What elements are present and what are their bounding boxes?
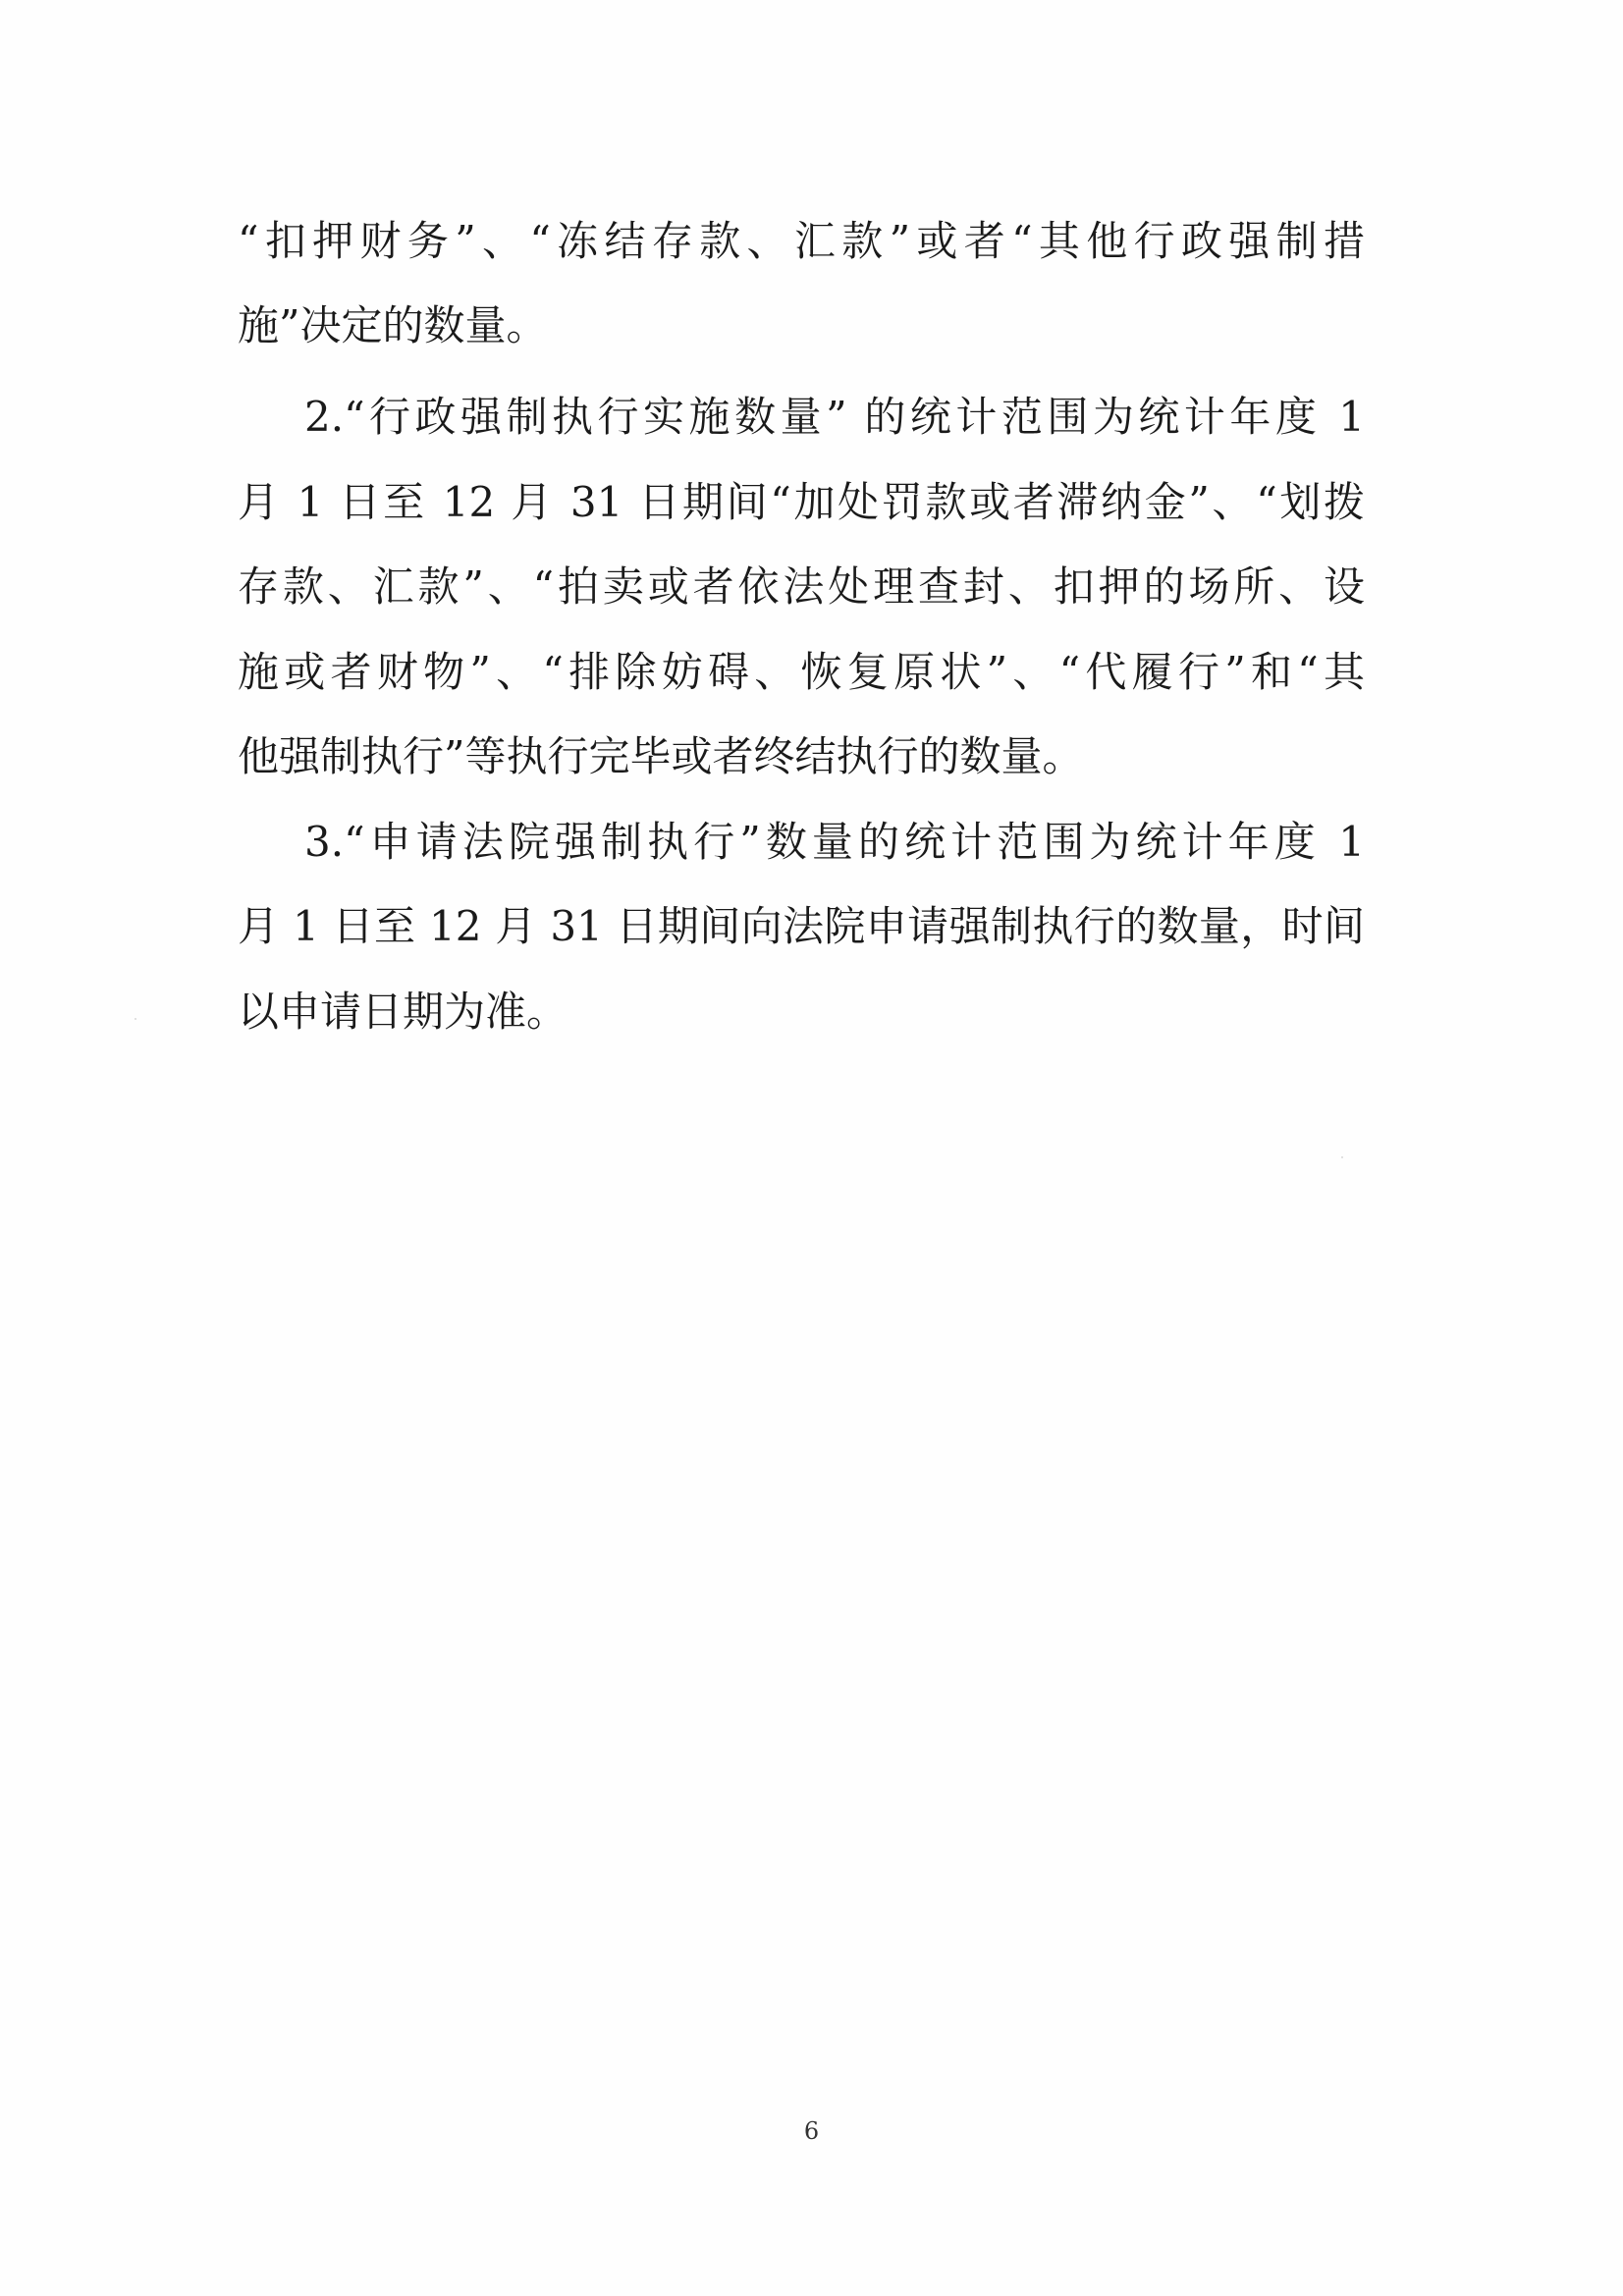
body-line: “扣押财务”、“冻结存款、汇款”或者“其他行政强制措 (238, 217, 1365, 265)
body-line: 月 1 日至 12 月 31 日期间向法院申请强制执行的数量，时间 (238, 902, 1365, 950)
paragraph-2-first-line: 2.“行政强制执行实施数量” 的统计范围为统计年度 1 (304, 393, 1365, 441)
body-line: 存款、汇款”、“拍卖或者依法处理查封、扣押的场所、设 (238, 562, 1365, 611)
body-line: 施”决定的数量。 (238, 301, 548, 349)
body-line: 以申请日期为准。 (238, 988, 568, 1036)
scan-speck (1341, 1156, 1343, 1158)
page-number: 6 (803, 2117, 820, 2145)
body-line: 月 1 日至 12 月 31 日期间“加处罚款或者滞纳金”、“划拨 (238, 478, 1365, 526)
body-line: 他强制执行”等执行完毕或者终结执行的数量。 (238, 732, 1084, 780)
scan-speck (135, 1018, 136, 1020)
paragraph-3-first-line: 3.“申请法院强制执行”数量的统计范围为统计年度 1 (304, 818, 1365, 866)
body-line: 施或者财物”、“排除妨碍、恢复原状”、“代履行”和“其 (238, 648, 1365, 696)
